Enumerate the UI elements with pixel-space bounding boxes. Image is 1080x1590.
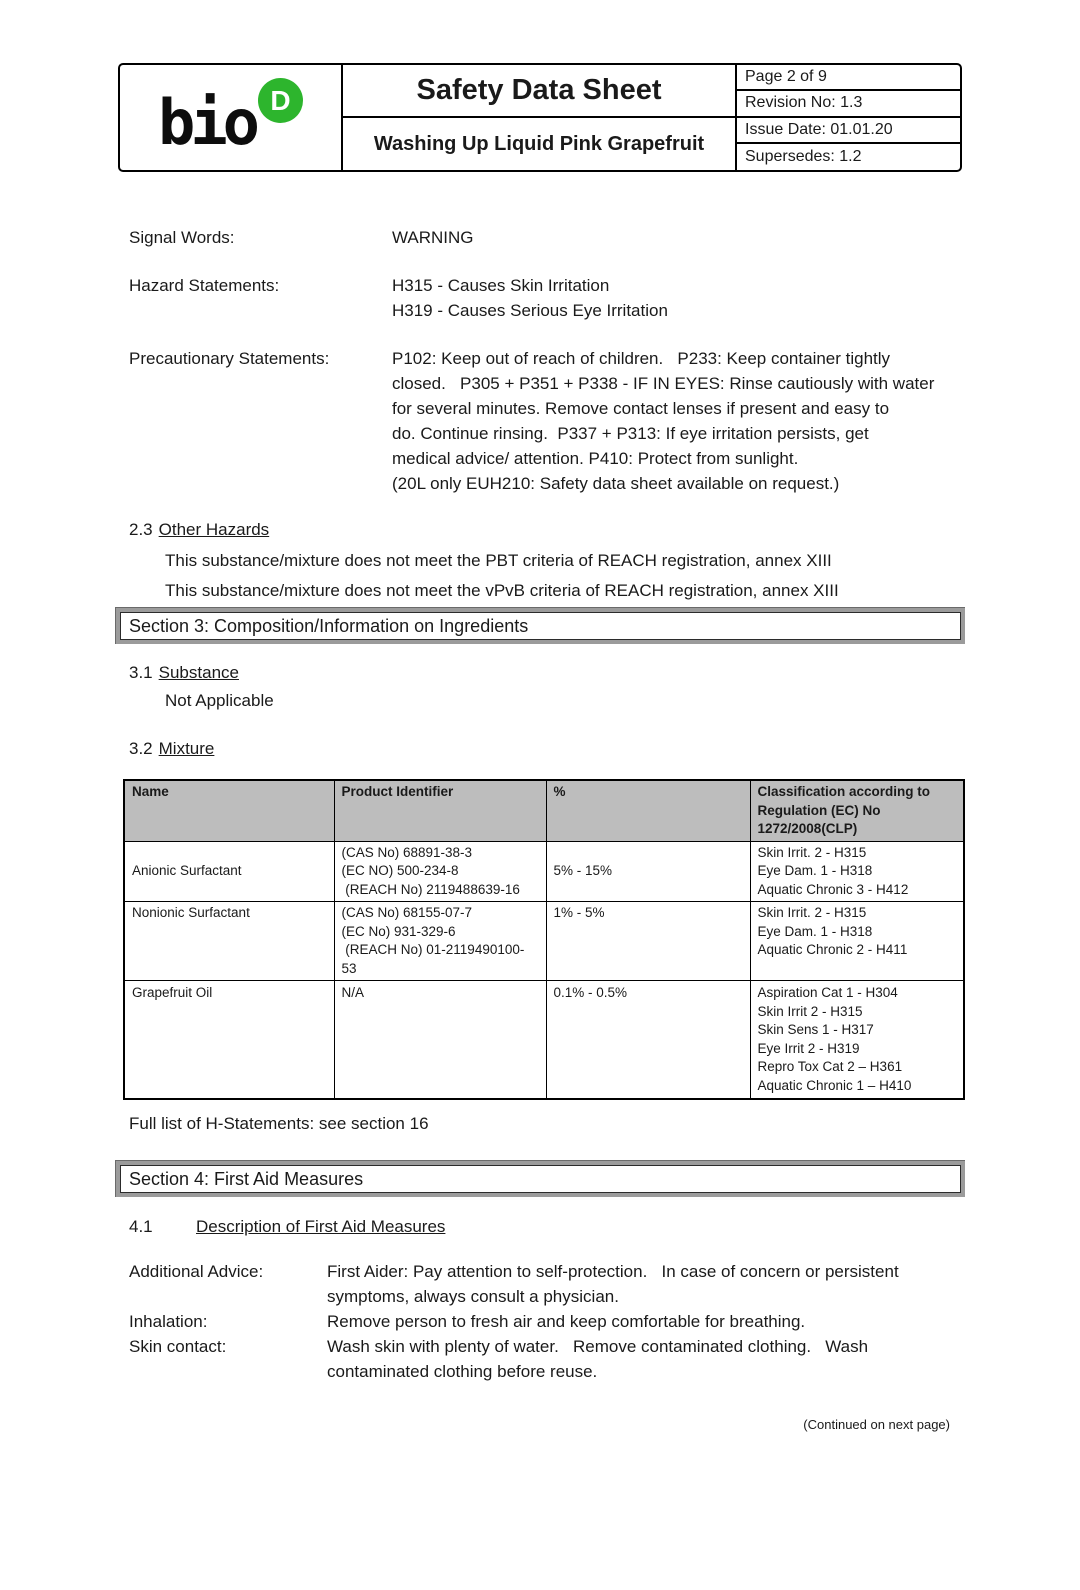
cell-identifier: (CAS No) 68891-38-3 (EC NO) 500-234-8 (REACH No) 2119488639-16 xyxy=(334,841,546,902)
other-hazards-body xyxy=(165,546,1080,606)
document-header xyxy=(118,63,962,172)
other-hazards-heading xyxy=(129,517,1080,542)
cell-classification: Aspiration Cat 1 - H304 Skin Irrit 2 - H315 Skin Sens 1 - H317 Eye Irrit 2 - H319 Repro Tox Cat 2 – H361 Aquatic Chronic 1 – H410 xyxy=(750,981,964,1100)
other-hazards-line: This substance/mixture does not meet the vPvB criteria of REACH registration, annex XIII xyxy=(165,581,839,600)
hazard-statement: H315 - Causes Skin Irritation xyxy=(392,276,610,295)
cell-name: Nonionic Surfactant xyxy=(124,902,334,981)
col-header-classification: Classification according to Regulation (EC) No 1272/2008(CLP) xyxy=(750,780,964,841)
signal-words-label: Signal Words: xyxy=(129,228,235,247)
precautionary-line: P102: Keep out of reach of children. P233: Keep container tightly xyxy=(392,349,891,368)
sds-page xyxy=(0,63,1080,1590)
header-title-cell xyxy=(343,65,737,170)
cell-percent: 5% - 15% xyxy=(546,841,750,902)
logo-d-letter: D xyxy=(270,84,291,116)
issue-date: Issue Date: 01.01.20 xyxy=(737,118,960,144)
other-hazards-line: This substance/mixture does not meet the PBT criteria of REACH registration, annex XIII xyxy=(165,551,832,570)
substance-number: 3.1 xyxy=(129,663,153,682)
mixture-heading xyxy=(129,736,1080,761)
first-aid-label: Additional Advice: xyxy=(129,1262,264,1281)
substance-body: Not Applicable xyxy=(165,691,274,710)
first-aid-row-additional-advice xyxy=(129,1259,1080,1309)
table-row-grapefruit-oil xyxy=(124,981,964,1100)
page-number: Page 2 of 9 xyxy=(737,65,960,91)
precautionary-statements-value xyxy=(392,346,957,496)
hazard-statements-row xyxy=(129,273,1080,323)
continued-note: (Continued on next page) xyxy=(803,1417,950,1432)
section-3-banner-title: Section 3: Composition/Information on Ingredients xyxy=(120,612,961,640)
substance-title: Substance xyxy=(158,663,239,682)
first-aid-description-number: 4.1 xyxy=(129,1217,153,1236)
signal-words-value: WARNING xyxy=(392,228,474,247)
other-hazards-title: Other Hazards xyxy=(158,520,270,539)
first-aid-label: Inhalation: xyxy=(129,1312,208,1331)
table-row-nonionic-surfactant xyxy=(124,902,964,981)
signal-words-row xyxy=(129,225,1080,250)
col-header-product-identifier: Product Identifier xyxy=(334,780,546,841)
biod-logo xyxy=(158,84,303,159)
document-title: Safety Data Sheet xyxy=(343,65,735,118)
logo-bio-text: bio xyxy=(158,85,255,159)
first-aid-measures xyxy=(0,1259,1080,1384)
table-row-anionic-surfactant xyxy=(124,841,964,902)
precautionary-line: (20L only EUH210: Safety data sheet available on request.) xyxy=(392,474,840,493)
hazard-statement: H319 - Causes Serious Eye Irritation xyxy=(392,301,668,320)
substance-heading xyxy=(129,660,1080,685)
ingredients-table-header-row xyxy=(124,780,964,841)
ingredients-table xyxy=(123,779,965,1100)
cell-percent: 1% - 5% xyxy=(546,902,750,981)
other-hazards-number: 2.3 xyxy=(129,520,153,539)
precautionary-line: for several minutes. Remove contact lenses if present and easy to xyxy=(392,399,890,418)
cell-classification: Skin Irrit. 2 - H315 Eye Dam. 1 - H318 Aquatic Chronic 2 - H411 xyxy=(750,902,964,981)
mixture-number: 3.2 xyxy=(129,739,153,758)
cell-name: Grapefruit Oil xyxy=(124,981,334,1100)
cell-percent: 0.1% - 0.5% xyxy=(546,981,750,1100)
first-aid-row-skin-contact xyxy=(129,1334,1080,1384)
first-aid-value: First Aider: Pay attention to self-protection. In case of concern or persistent symptoms, always consult a physician. xyxy=(327,1262,899,1306)
precautionary-line: closed. P305 + P351 + P338 - IF IN EYES: Rinse cautiously with water xyxy=(392,374,935,393)
first-aid-description-heading xyxy=(129,1214,1080,1239)
first-aid-label: Skin contact: xyxy=(129,1337,227,1356)
first-aid-value: Remove person to fresh air and keep comfortable for breathing. xyxy=(327,1312,806,1331)
col-header-name: Name xyxy=(124,780,334,841)
precautionary-statements-row xyxy=(129,346,1080,496)
supersedes: Supersedes: 1.2 xyxy=(745,147,862,165)
precautionary-line: do. Continue rinsing. P337 + P313: If eye irritation persists, get xyxy=(392,424,869,443)
hazard-statements-value xyxy=(392,273,957,323)
cell-name: Anionic Surfactant xyxy=(124,841,334,902)
precautionary-line: medical advice/ attention. P410: Protect from sunlight. xyxy=(392,449,799,468)
revision-number: Revision No: 1.3 xyxy=(737,91,960,117)
section-4-banner xyxy=(115,1160,965,1197)
h-statements-footnote: Full list of H-Statements: see section 16 xyxy=(129,1114,429,1133)
logo-d-badge-icon xyxy=(258,78,303,123)
section-4-banner-title: Section 4: First Aid Measures xyxy=(120,1165,961,1193)
cell-identifier: (CAS No) 68155-07-7 (EC No) 931-329-6 (REACH No) 01-2119490100-53 xyxy=(334,902,546,981)
cell-identifier: N/A xyxy=(334,981,546,1100)
hazard-statements-label: Hazard Statements: xyxy=(129,276,280,295)
col-header-percent: % xyxy=(546,780,750,841)
first-aid-description-title: Description of First Aid Measures xyxy=(196,1217,446,1236)
product-name: Washing Up Liquid Pink Grapefruit xyxy=(373,132,705,155)
section-3-banner xyxy=(115,607,965,644)
header-meta xyxy=(737,65,960,170)
logo-cell xyxy=(120,65,343,170)
precautionary-statements-label: Precautionary Statements: xyxy=(129,349,330,368)
first-aid-row-inhalation xyxy=(129,1309,1080,1334)
mixture-title: Mixture xyxy=(158,739,215,758)
first-aid-value: Wash skin with plenty of water. Remove contaminated clothing. Wash contaminated clothing before reuse. xyxy=(327,1337,869,1381)
cell-classification: Skin Irrit. 2 - H315 Eye Dam. 1 - H318 Aquatic Chronic 3 - H412 xyxy=(750,841,964,902)
